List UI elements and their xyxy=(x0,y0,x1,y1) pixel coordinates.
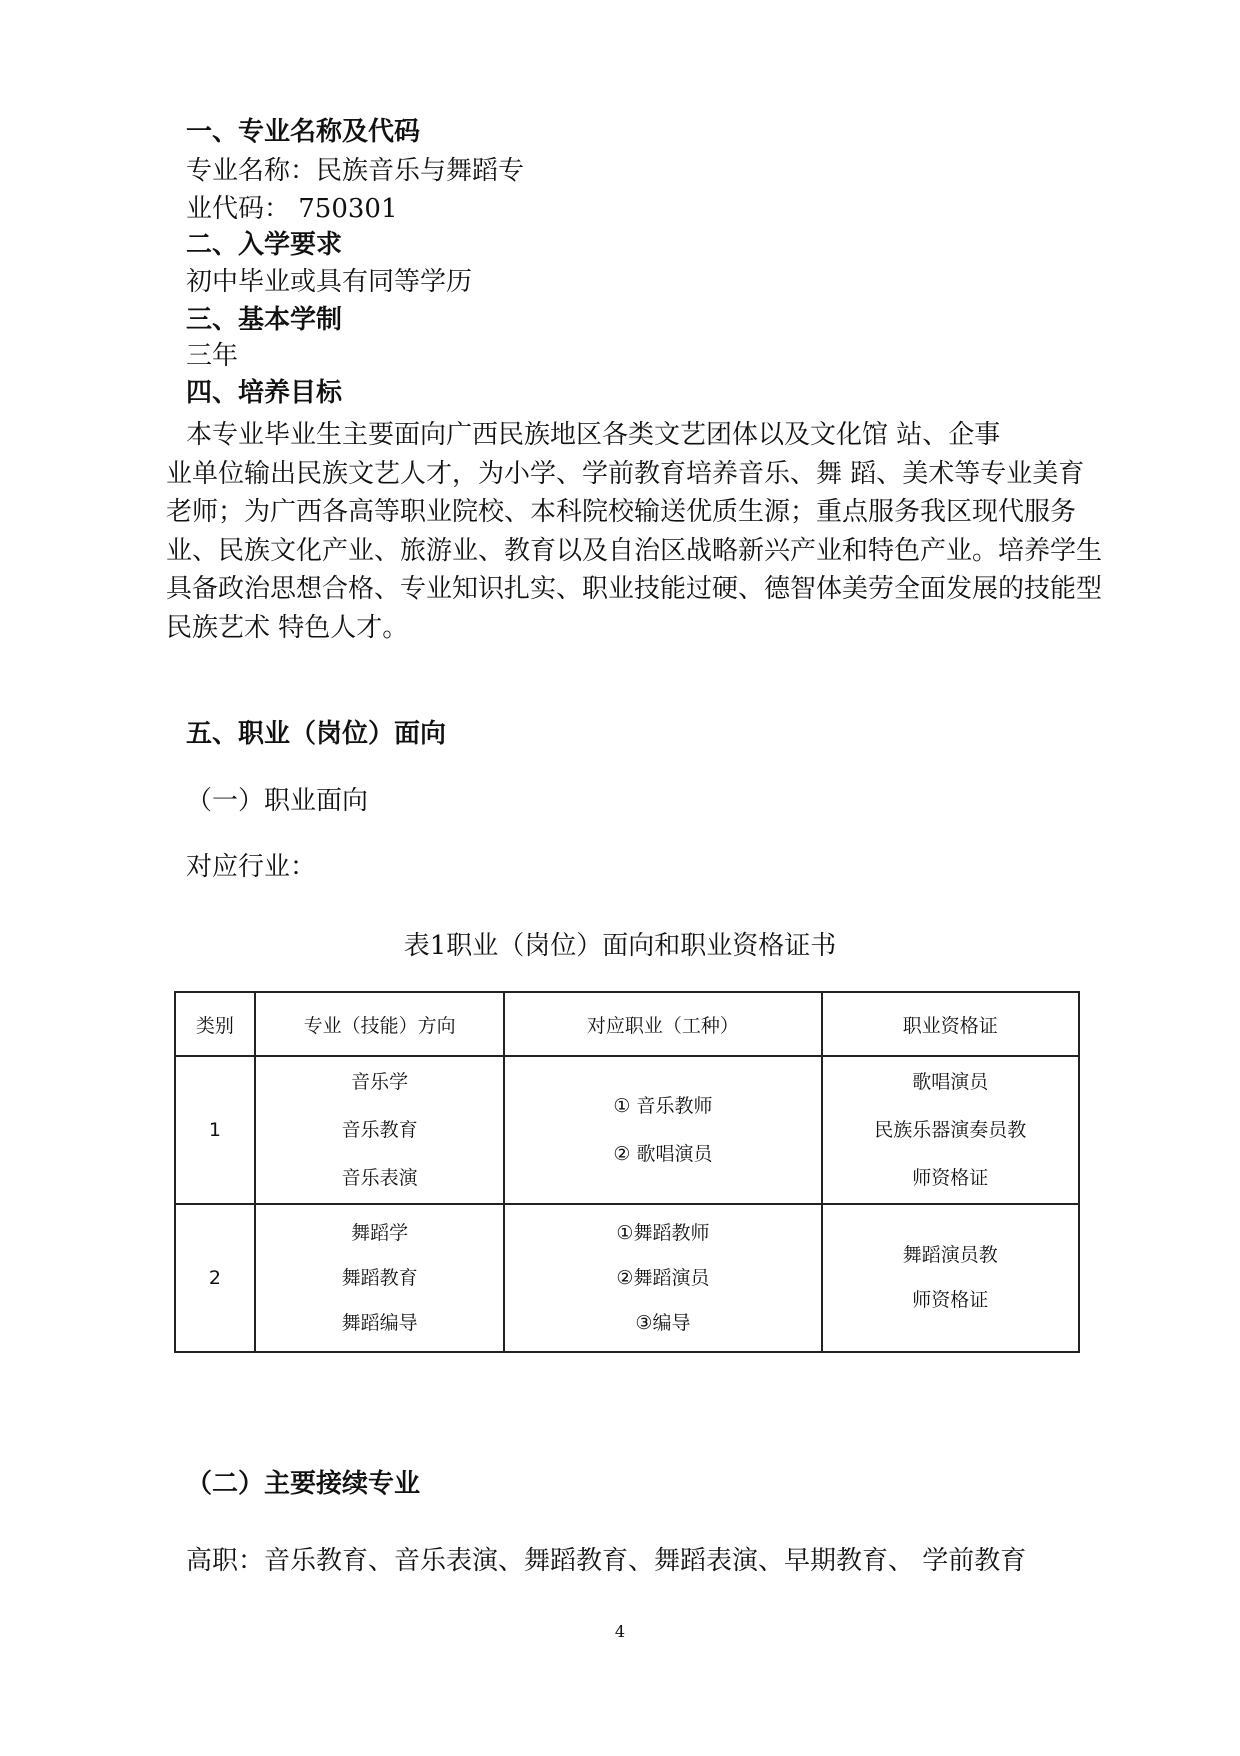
direction-item: 音乐学 xyxy=(351,1071,409,1093)
certificate-cell xyxy=(822,1056,1079,1204)
section-1-heading: 一、专业名称及代码 xyxy=(186,117,421,147)
direction-item: 舞蹈教育 xyxy=(341,1266,418,1289)
job-item: ② 歌唱演员 xyxy=(613,1143,713,1165)
higher-vocational-majors: 高职：音乐教育、音乐表演、舞蹈教育、舞蹈表演、早期教育、 学前教育 xyxy=(186,1546,1027,1576)
category-cell: 1 xyxy=(175,1056,255,1204)
paragraph-line: 老师；为广西各高等职业院校、本科院校输送优质生源；重点服务我区现代服务 xyxy=(166,497,1077,527)
section-3-heading: 三、基本学制 xyxy=(186,305,343,335)
certificate-cell xyxy=(822,1204,1079,1352)
direction-item: 舞蹈编导 xyxy=(341,1311,418,1334)
job-item: ②舞蹈演员 xyxy=(616,1266,710,1289)
paragraph-line: 具备政治思想合格、专业知识扎实、职业技能过硬、德智体美劳全面发展的技能型 xyxy=(166,574,1103,604)
training-goal-paragraph xyxy=(166,416,1106,647)
table-caption: 表1职业（岗位）面向和职业资格证书 xyxy=(403,931,837,961)
subsection-career-direction: （一）职业面向 xyxy=(186,786,369,816)
section-2-heading: 二、入学要求 xyxy=(186,230,343,260)
direction-cell xyxy=(255,1204,504,1352)
table-row xyxy=(175,1204,1079,1352)
certificate-item: 歌唱演员 xyxy=(912,1071,989,1093)
header-category: 类别 xyxy=(175,992,255,1056)
direction-cell xyxy=(255,1056,504,1204)
header-certificate: 职业资格证 xyxy=(822,992,1079,1056)
category-cell: 2 xyxy=(175,1204,255,1352)
career-table xyxy=(174,991,1080,1353)
paragraph-line: 业单位输出民族文艺人才，为小学、学前教育培养音乐、舞 蹈、美术等专业美育 xyxy=(166,458,1085,489)
admission-requirement: 初中毕业或具有同等学历 xyxy=(186,267,473,297)
major-code-line: 业代码： 750301 xyxy=(186,194,398,224)
paragraph-line: 本专业毕业生主要面向广西民族地区各类文艺团体以及文化馆 站、企事 xyxy=(186,420,1001,450)
job-item: ③编导 xyxy=(635,1311,691,1334)
job-item: ①舞蹈教师 xyxy=(616,1221,710,1244)
job-cell xyxy=(504,1056,821,1204)
certificate-item: 舞蹈演员教 xyxy=(902,1244,998,1266)
certificate-item: 师资格证 xyxy=(912,1289,989,1311)
direction-item: 音乐教育 xyxy=(341,1119,418,1141)
job-cell xyxy=(504,1204,821,1352)
job-item: ① 音乐教师 xyxy=(613,1095,713,1117)
paragraph-line: 业、民族文化产业、旅游业、教育以及自治区战略新兴产业和特色产业。培养学生 xyxy=(166,535,1103,566)
certificate-item: 民族乐器演奏员教 xyxy=(874,1119,1027,1141)
direction-item: 舞蹈学 xyxy=(351,1221,409,1244)
table-row xyxy=(175,1056,1079,1204)
section-5-heading: 五、职业（岗位）面向 xyxy=(186,719,447,749)
direction-item: 音乐表演 xyxy=(341,1167,418,1189)
header-direction: 专业（技能）方向 xyxy=(255,992,504,1056)
certificate-item: 师资格证 xyxy=(912,1167,989,1189)
industry-label: 对应行业： xyxy=(186,852,317,882)
study-duration: 三年 xyxy=(186,341,239,371)
page-number: 4 xyxy=(614,1622,626,1641)
header-job: 对应职业（工种） xyxy=(504,992,821,1056)
paragraph-line: 民族艺术 特色人才。 xyxy=(166,612,409,643)
table-header-row xyxy=(175,992,1079,1056)
major-name-line: 专业名称：民族音乐与舞蹈专 xyxy=(186,156,525,186)
subsection-continuing-majors: （二）主要接续专业 xyxy=(186,1469,421,1499)
section-4-heading: 四、培养目标 xyxy=(186,378,343,408)
